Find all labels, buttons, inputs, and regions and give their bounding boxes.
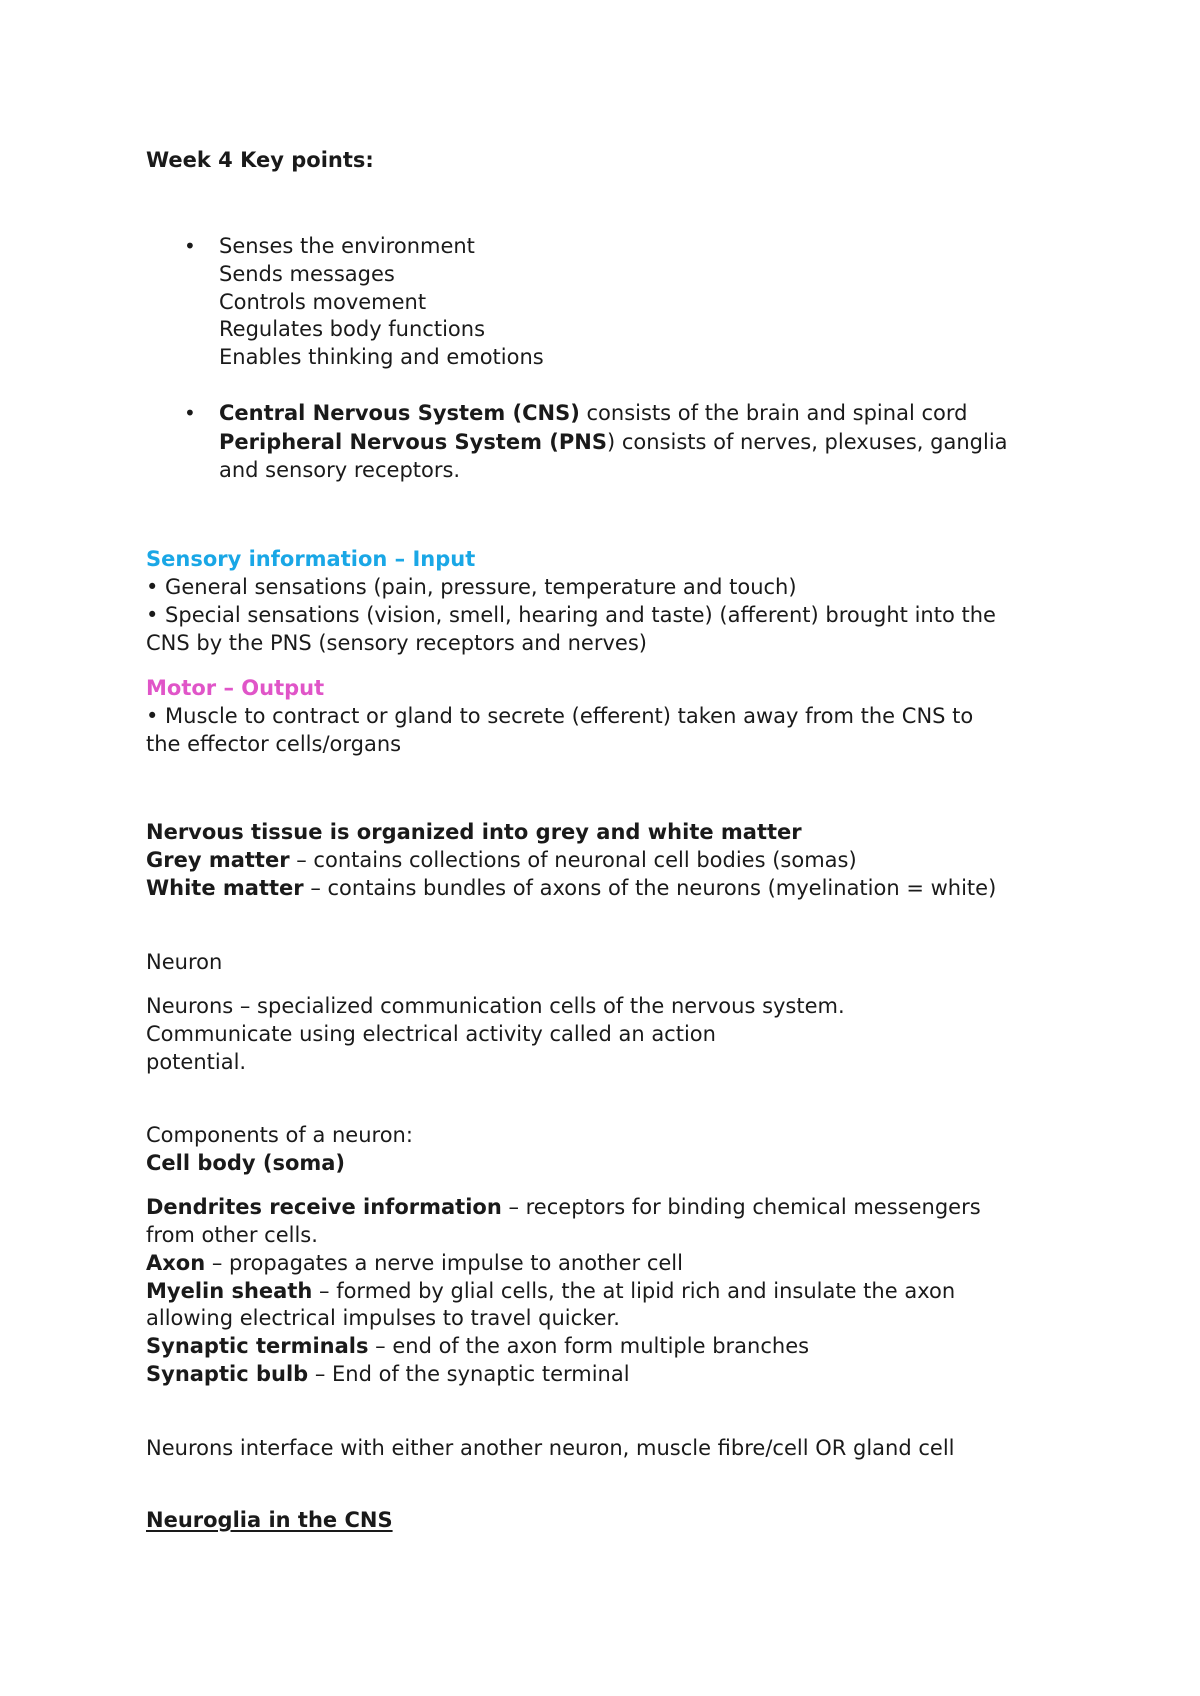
axon-term: Axon xyxy=(146,1251,206,1275)
dendrites-definition xyxy=(146,1193,981,1221)
list-item: Controls movement xyxy=(219,290,427,314)
cns-term: Central Nervous System (CNS) xyxy=(219,401,580,425)
neuron-interface-text: Neurons interface with either another neuron, muscle fibre/cell OR gland cell xyxy=(146,1436,955,1460)
matter-heading: Nervous tissue is organized into grey and white matter xyxy=(146,820,802,844)
cns-text: consists of the brain and spinal cord xyxy=(579,401,968,425)
neuron-heading: Neuron xyxy=(146,950,223,974)
pns-definition xyxy=(219,428,1008,456)
cns-definition xyxy=(219,399,967,427)
axon-text: – propagates a nerve impulse to another cell xyxy=(205,1251,683,1275)
synaptic-terminals-text: – end of the axon form multiple branches xyxy=(368,1334,810,1358)
components-intro: Components of a neuron: xyxy=(146,1123,413,1147)
pns-definition-cont: and sensory receptors. xyxy=(219,458,461,482)
synaptic-terminals-definition xyxy=(146,1332,809,1360)
grey-matter-term: Grey matter xyxy=(146,848,290,872)
myelin-definition xyxy=(146,1277,955,1305)
sensory-line: • General sensations (pain, pressure, temperature and touch) xyxy=(146,575,797,599)
motor-line: the effector cells/organs xyxy=(146,732,402,756)
myelin-text: – formed by glial cells, the at lipid rich and insulate the axon xyxy=(312,1279,956,1303)
cell-body-term: Cell body (soma) xyxy=(146,1151,346,1175)
list-item: Sends messages xyxy=(219,262,395,286)
list-item: Regulates body functions xyxy=(219,317,486,341)
bullet-marker: • xyxy=(184,401,196,425)
sensory-line: • Special sensations (vision, smell, hearing and taste) (afferent) brought into the xyxy=(146,603,996,627)
white-matter-definition xyxy=(146,874,996,902)
axon-definition xyxy=(146,1249,683,1277)
grey-matter-text: – contains collections of neuronal cell bodies (somas) xyxy=(289,848,857,872)
myelin-definition-cont: allowing electrical impulses to travel quicker. xyxy=(146,1306,620,1330)
page-title: Week 4 Key points: xyxy=(146,148,374,172)
synaptic-terminals-term: Synaptic terminals xyxy=(146,1334,369,1358)
myelin-term: Myelin sheath xyxy=(146,1279,313,1303)
list-item: Enables thinking and emotions xyxy=(219,345,544,369)
grey-matter-definition xyxy=(146,846,857,874)
dendrites-term: Dendrites receive information xyxy=(146,1195,502,1219)
pns-term: Peripheral Nervous System (PNS xyxy=(219,430,607,454)
sensory-heading: Sensory information – Input xyxy=(146,547,476,571)
white-matter-text: – contains bundles of axons of the neurons (myelination = white) xyxy=(303,876,997,900)
dendrites-definition-cont: from other cells. xyxy=(146,1223,318,1247)
pns-text: ) consists of nerves, plexuses, ganglia xyxy=(606,430,1008,454)
neuroglia-heading: Neuroglia in the CNS xyxy=(146,1508,393,1532)
neuron-definition: Communicate using electrical activity called an action xyxy=(146,1022,716,1046)
bullet-marker: • xyxy=(184,234,196,258)
white-matter-term: White matter xyxy=(146,876,304,900)
sensory-line: CNS by the PNS (sensory receptors and nerves) xyxy=(146,631,647,655)
synaptic-bulb-text: – End of the synaptic terminal xyxy=(308,1362,630,1386)
synaptic-bulb-term: Synaptic bulb xyxy=(146,1362,309,1386)
neuron-definition: Neurons – specialized communication cells of the nervous system. xyxy=(146,994,845,1018)
dendrites-text: – receptors for binding chemical messengers xyxy=(501,1195,981,1219)
synaptic-bulb-definition xyxy=(146,1360,630,1388)
list-item: Senses the environment xyxy=(219,234,475,258)
neuron-definition: potential. xyxy=(146,1050,247,1074)
motor-line: • Muscle to contract or gland to secrete (efferent) taken away from the CNS to xyxy=(146,704,974,728)
motor-heading: Motor – Output xyxy=(146,676,325,700)
